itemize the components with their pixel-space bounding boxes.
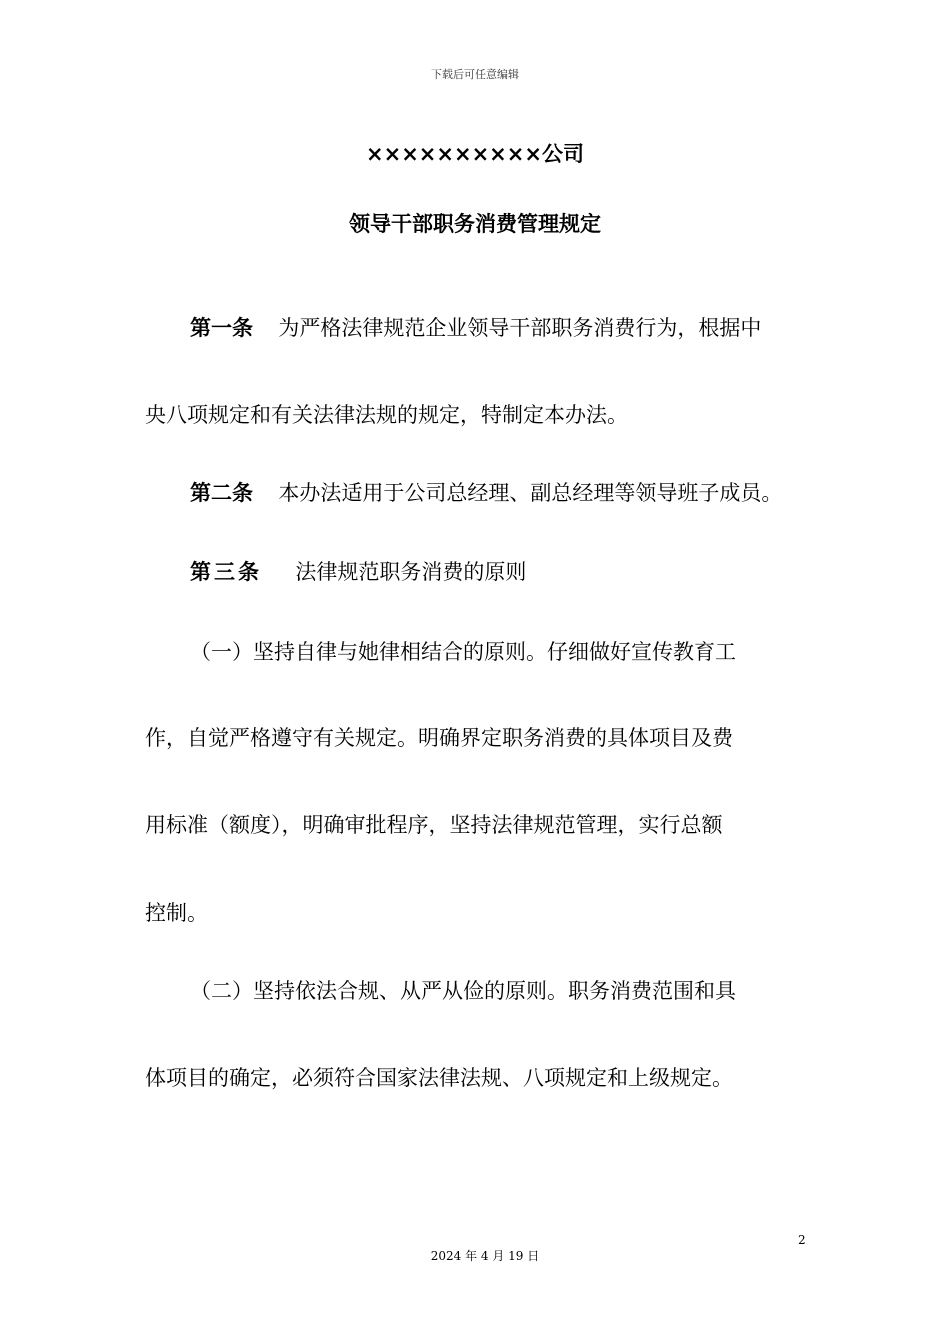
principle-1-line-3: 用标准（额度），明确审批程序，坚持法律规范管理，实行总额 — [145, 813, 723, 837]
principle-1-line-2: 作，自觉严格遵守有关规定。明确界定职务消费的具体项目及费 — [145, 726, 733, 750]
page-number: 2 — [798, 1233, 806, 1247]
article-2-text-1: 本办法适用于公司总经理、副总经理等领导班子成员。 — [278, 481, 783, 505]
principle-2-line-1: （二）坚持依法合规、从严从俭的原则。职务消费范围和具 — [190, 979, 736, 1003]
principle-1-line-1: （一）坚持自律与她律相结合的原则。仔细做好宣传教育工 — [190, 640, 736, 664]
article-3-line-1 — [190, 557, 526, 587]
principle-2-line-2: 体项目的确定，必须符合国家法律法规、八项规定和上级规定。 — [145, 1066, 733, 1090]
article-2-line-1 — [190, 478, 782, 508]
header-note: 下载后可任意编辑 — [431, 68, 519, 81]
article-1-heading: 第一条 — [190, 316, 253, 340]
article-1-line-1 — [190, 313, 761, 343]
article-1-line-2: 央八项规定和有关法律法规的规定，特制定本办法。 — [145, 403, 628, 427]
article-3-heading: 第三条 — [190, 560, 262, 584]
article-3-text-1: 法律规范职务消费的原则 — [295, 560, 527, 584]
footer-date: 2024 年 4 月 19 日 — [430, 1249, 540, 1263]
company-title: ××××××××××公司 — [366, 142, 584, 166]
article-1-text-1: 为严格法律规范企业领导干部职务消费行为，根据中 — [278, 316, 762, 340]
article-2-heading: 第二条 — [190, 481, 253, 505]
principle-1-line-4: 控制。 — [145, 901, 208, 925]
document-title: 领导干部职务消费管理规定 — [349, 212, 601, 236]
